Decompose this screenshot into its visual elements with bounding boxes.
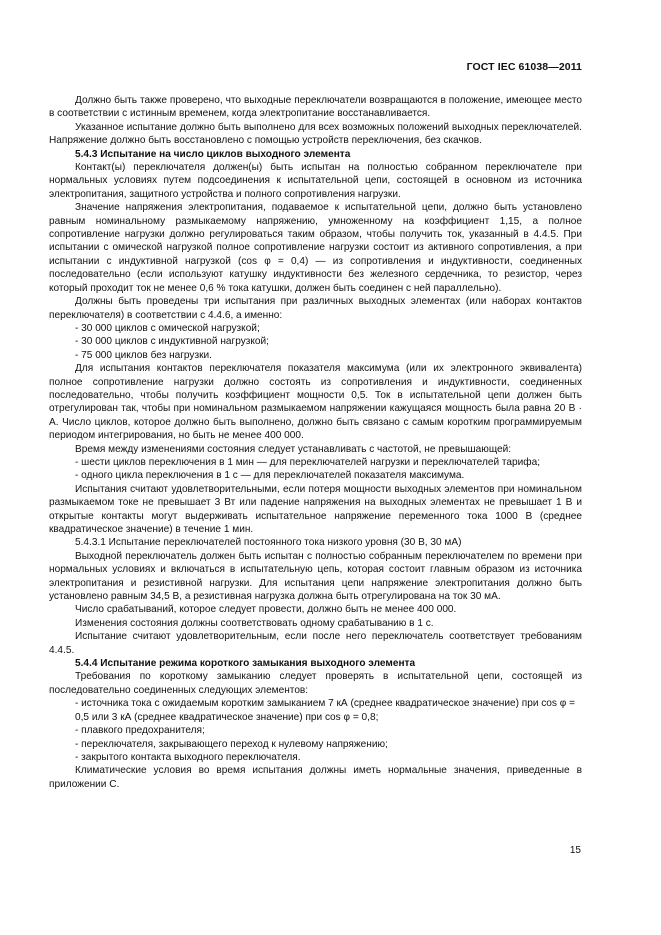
paragraph: Число срабатываний, которое следует провести, должно быть не менее 400 000. xyxy=(75,604,457,616)
paragraph: Для испытания контактов переключателя показателя максимума (или их электронного эквивалента) полное сопротивление нагрузки должно состоять из сопротивления и индуктивности, соединенных последовательно, чтобы получить коэффициент мощности 0,5. Ток в испытательной цепи должен быть отрегулирован так, чтобы при номинальном размыкаемом напряжении кажущаяся мощность была равна 20 В · А. Число циклов, которое должно быть выполнено, должно быть связано с самым коротким программируемым периодом интегрирования, но быть не менее 400 000. xyxy=(49,363,582,442)
paragraph: Должны быть проведены три испытания при различных выходных элементах (или наборах контактов переключателя) в соответствии с 4.4.6, а именно: xyxy=(49,296,582,321)
page-body xyxy=(49,94,582,791)
paragraph: Климатические условия во время испытания должны иметь нормальные значения, приведенные в приложении С. xyxy=(49,765,582,790)
paragraph: Испытание считают удовлетворительным, если после него переключатель соответствует требованиям 4.4.5. xyxy=(49,631,582,656)
paragraph: Изменения состояния должны соответствовать одному срабатыванию в 1 с. xyxy=(75,617,434,629)
list-item: - 30 000 циклов с омической нагрузкой; xyxy=(75,322,260,334)
paragraph: - одного цикла переключения в 1 с — для переключателей показателя максимума. xyxy=(75,470,465,482)
page-number: 15 xyxy=(569,845,581,856)
paragraph: Требования по короткому замыканию следует проверять в испытательной цепи, состоящей из последовательно соединенных следующих элементов: xyxy=(49,671,582,696)
paragraph: Указанное испытание должно быть выполнено для всех возможных положений выходных переключателей. Напряжение должно быть восстановлено с помощью устройств переключения, без скачков. xyxy=(49,121,582,147)
paragraph: Значение напряжения электропитания, подаваемое к испытательной цепи, должно быть установлено равным номинальному размыкаемому напряжению, умноженному на коэффициент 1,15, а полное сопротивление нагрузки должно регулироваться таким образом, чтобы получить ток, указанный в 4.4.5. При испытании с омической нагрузкой полное сопротивление нагрузки состоит из активного сопротивления, а при испытании с индуктивной нагрузкой (cos φ = 0,4) — из сопротивления и индуктивности, соединенных последовательно (если используют катушку индуктивности без железного сердечника, то резистор, через который проходит ток не менее 0,6 % тока катушки, должен быть соединен с ней параллельно). xyxy=(49,202,582,294)
paragraph: - шести циклов переключения в 1 мин — для переключателей нагрузки и переключателей тарифа; xyxy=(75,456,541,468)
list-item: - 30 000 циклов с индуктивной нагрузкой; xyxy=(75,336,269,348)
list-item: - переключателя, закрывающего переход к нулевому напряжению; xyxy=(75,738,388,750)
list-item: - 75 000 циклов без нагрузки. xyxy=(75,349,212,361)
section-heading: 5.4.4 Испытание режима короткого замыкания выходного элемента xyxy=(75,658,416,670)
paragraph: Время между изменениями состояния следует устанавливать с частотой, не превышающей: xyxy=(75,443,512,455)
paragraph: Контакт(ы) переключателя должен(ы) быть испытан на полностью собранном переключателе при нормальных условиях путем подсоединения к испытательной цепи, состоящей в основном из источника электропитания, защитного устройства и полного сопротивления нагрузки. xyxy=(49,162,582,200)
paragraph: Выходной переключатель должен быть испытан с полностью собранным переключателем по времени при нормальных условиях и включаться в испытательную цепь, которая состоит главным образом из источника электропитания и резистивной нагрузки. Для испытания цепи напряжение электропитания должно быть установлено равным 34,5 В, а резистивная нагрузка должна быть отрегулирована на ток 30 мА. xyxy=(49,550,582,603)
paragraph: 5.4.3.1 Испытание переключателей постоянного тока низкого уровня (30 В, 30 мА) xyxy=(75,537,462,549)
paragraph: Испытания считают удовлетворительными, если потеря мощности выходных элементов при номинальном размыкаемом токе не превышает 3 Вт или падение напряжения на выходных элементах не превышает 1 В и открытые контакты могут выдерживать испытательное напряжение переменного тока 1000 В (среднее квадратическое значение) в течение 1 мин. xyxy=(49,483,582,535)
list-item: - источника тока с ожидаемым коротким замыканием 7 кА (среднее квадратическое значение) при cos φ = 0,5 или 3 кА (среднее квадратическое значение) при cos φ = 0,8; xyxy=(75,698,576,723)
document-header-standard: ГОСТ IEC 61038—2011 xyxy=(466,61,582,73)
section-heading: 5.4.3 Испытание на число циклов выходного элемента xyxy=(75,148,351,160)
list-item: - закрытого контакта выходного переключателя. xyxy=(75,751,301,763)
paragraph: Должно быть также проверено, что выходные переключатели возвращаются в положение, имеющее место в соответствии с истинным временем, когда электропитание восстанавливается. xyxy=(49,95,582,120)
list-item: - плавкого предохранителя; xyxy=(75,725,205,737)
